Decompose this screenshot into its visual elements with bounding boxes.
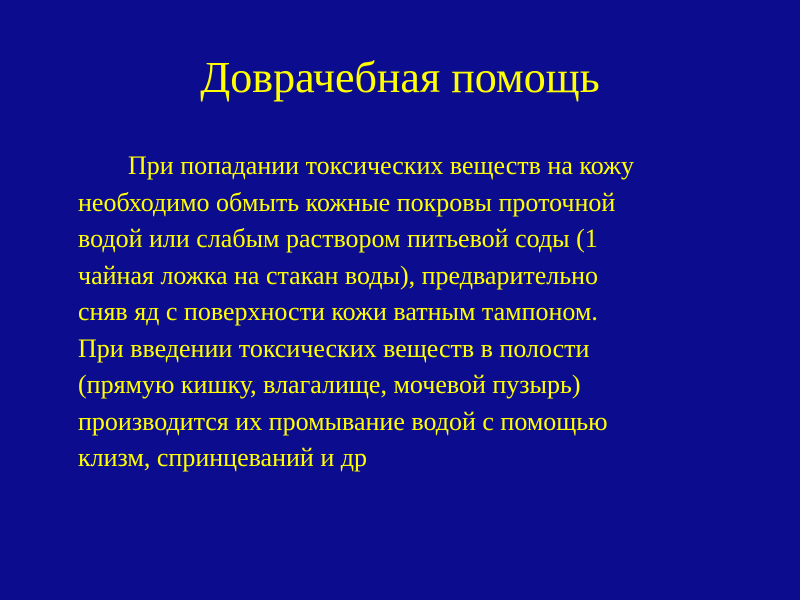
slide-body-paragraph	[78, 148, 738, 477]
body-line: сняв яд с поверхности кожи ватным тампоном.	[78, 297, 598, 326]
body-line: При введении токсических веществ в полости	[78, 333, 590, 363]
body-line: производится их промывание водой с помощью	[78, 406, 608, 436]
body-line: водой или слабым раствором питьевой соды (1	[78, 224, 598, 253]
body-line: (прямую кишку, влагалище, мочевой пузырь)	[78, 370, 581, 399]
body-line: чайная ложка на стакан воды), предварительно	[78, 260, 598, 290]
slide-title: Доврачебная помощь	[200, 53, 600, 102]
body-line: необходимо обмыть кожные покровы проточной	[78, 187, 616, 217]
body-line: При попадании токсических веществ на кожу	[128, 151, 635, 180]
body-line: клизм, спринцеваний и др	[78, 443, 367, 472]
